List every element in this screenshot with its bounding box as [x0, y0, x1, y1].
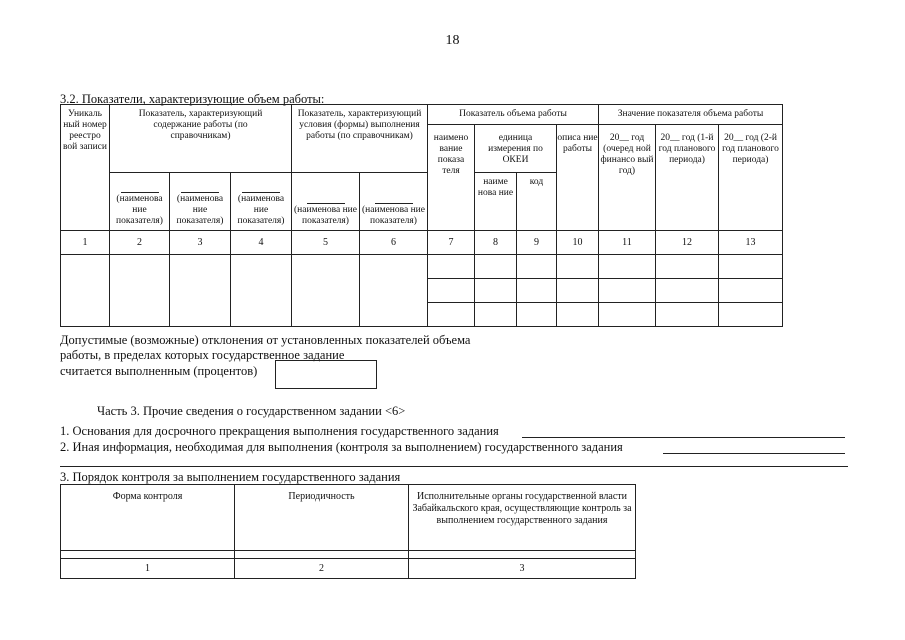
table-cell[interactable] — [517, 303, 557, 327]
header-unit-code: код — [517, 173, 557, 231]
col-number: 2 — [110, 231, 170, 255]
header-periodicity: Периодичность — [235, 485, 409, 551]
deviation-line-2: работы, в пределах которых государственное задание — [60, 348, 345, 362]
header-executive-bodies: Исполнительные органы государственной власти Забайкальского края, осуществляющие контроль за выполнением государственного задания — [409, 485, 636, 551]
header-indicator-name: (наименова ние показателя) — [362, 205, 425, 226]
header-indicator-6 — [360, 173, 428, 231]
table-cell[interactable] — [557, 303, 599, 327]
table-cell[interactable] — [475, 303, 517, 327]
table-cell[interactable] — [517, 279, 557, 303]
col-number: 3 — [409, 559, 636, 579]
part3-title: Часть 3. Прочие сведения о государственном задании <6> — [97, 404, 406, 418]
header-unit-group: единица измерения по ОКЕИ — [475, 125, 557, 173]
col-number: 6 — [360, 231, 428, 255]
separator-line — [60, 466, 848, 467]
col-number: 5 — [292, 231, 360, 255]
col-number: 2 — [235, 559, 409, 579]
header-volume-group: Показатель объема работы — [428, 105, 599, 125]
page-number: 18 — [445, 33, 460, 48]
col-number: 12 — [656, 231, 719, 255]
item1-fill-line[interactable] — [522, 437, 845, 438]
col-number: 9 — [517, 231, 557, 255]
table-cell[interactable] — [599, 303, 656, 327]
section-heading: 3.2. Показатели, характеризующие объем работы: — [60, 92, 325, 106]
header-volume-name: наимено вание показа теля — [428, 125, 475, 231]
col-number: 1 — [61, 231, 110, 255]
deviation-line-1: Допустимые (возможные) отклонения от установленных показателей объема — [60, 333, 471, 347]
col-number: 1 — [61, 559, 235, 579]
col-number: 3 — [170, 231, 231, 255]
table-cell[interactable] — [110, 255, 170, 327]
header-indicator-name: (наименова ние показателя) — [237, 194, 285, 226]
header-indicator-name: (наименова ние показателя) — [176, 194, 224, 226]
col-number: 10 — [557, 231, 599, 255]
col-number: 11 — [599, 231, 656, 255]
part3-item-2: 2. Иная информация, необходимая для выполнения (контроля за выполнением) государственного задания — [60, 440, 623, 454]
table-cell[interactable] — [557, 255, 599, 279]
deviation-line-3: считается выполненным (процентов) — [60, 364, 258, 378]
table-cell[interactable] — [719, 279, 783, 303]
header-registry: Уникаль ный номер реестро вой записи — [61, 105, 110, 231]
table-cell[interactable] — [557, 279, 599, 303]
table-cell — [409, 551, 636, 559]
table-cell[interactable] — [428, 303, 475, 327]
table-cell[interactable] — [656, 255, 719, 279]
header-year-plan2: 20__ год (2-й год планового периода) — [719, 125, 783, 231]
col-number: 7 — [428, 231, 475, 255]
table-cell[interactable] — [292, 255, 360, 327]
table-cell[interactable] — [428, 255, 475, 279]
table-cell[interactable] — [656, 279, 719, 303]
header-year-current: 20__ год (очеред ной финансо вый год) — [599, 125, 656, 231]
header-work-description: описа ние работы — [557, 125, 599, 231]
table-cell[interactable] — [656, 303, 719, 327]
header-unit-name: наиме нова ние — [475, 173, 517, 231]
part3-item-3: 3. Порядок контроля за выполнением государственного задания — [60, 470, 401, 484]
table-cell — [235, 551, 409, 559]
header-value-group: Значение показателя объема работы — [599, 105, 783, 125]
header-indicator-name: (наименова ние показателя) — [116, 194, 163, 226]
header-indicator-3 — [170, 173, 231, 231]
table-cell[interactable] — [170, 255, 231, 327]
col-number: 13 — [719, 231, 783, 255]
table-cell[interactable] — [599, 279, 656, 303]
table-cell[interactable] — [61, 255, 110, 327]
table-cell[interactable] — [719, 255, 783, 279]
header-conditions-group: Показатель, характеризующий условия (формы) выполнения работы (по справочникам) — [292, 105, 428, 173]
col-number: 4 — [231, 231, 292, 255]
header-indicator-5 — [292, 173, 360, 231]
part3-item-1: 1. Основания для досрочного прекращения выполнения государственного задания — [60, 424, 499, 438]
header-indicator-name: (наименова ние показателя) — [294, 205, 357, 226]
header-indicator-4 — [231, 173, 292, 231]
table-cell[interactable] — [517, 255, 557, 279]
header-year-plan1: 20__ год (1-й год планового периода) — [656, 125, 719, 231]
volume-indicators-table — [60, 104, 783, 327]
item2-fill-line[interactable] — [663, 453, 845, 454]
deviation-percent-input[interactable] — [275, 360, 377, 389]
table-cell[interactable] — [231, 255, 292, 327]
header-control-form: Форма контроля — [61, 485, 235, 551]
table-cell[interactable] — [475, 279, 517, 303]
table-cell — [61, 551, 235, 559]
col-number: 8 — [475, 231, 517, 255]
table-cell[interactable] — [599, 255, 656, 279]
table-cell[interactable] — [475, 255, 517, 279]
header-content-group: Показатель, характеризующий содержание работы (по справочникам) — [110, 105, 292, 173]
control-table — [60, 484, 636, 579]
table-cell[interactable] — [719, 303, 783, 327]
header-indicator-2 — [110, 173, 170, 231]
table-cell[interactable] — [360, 255, 428, 327]
table-cell[interactable] — [428, 279, 475, 303]
